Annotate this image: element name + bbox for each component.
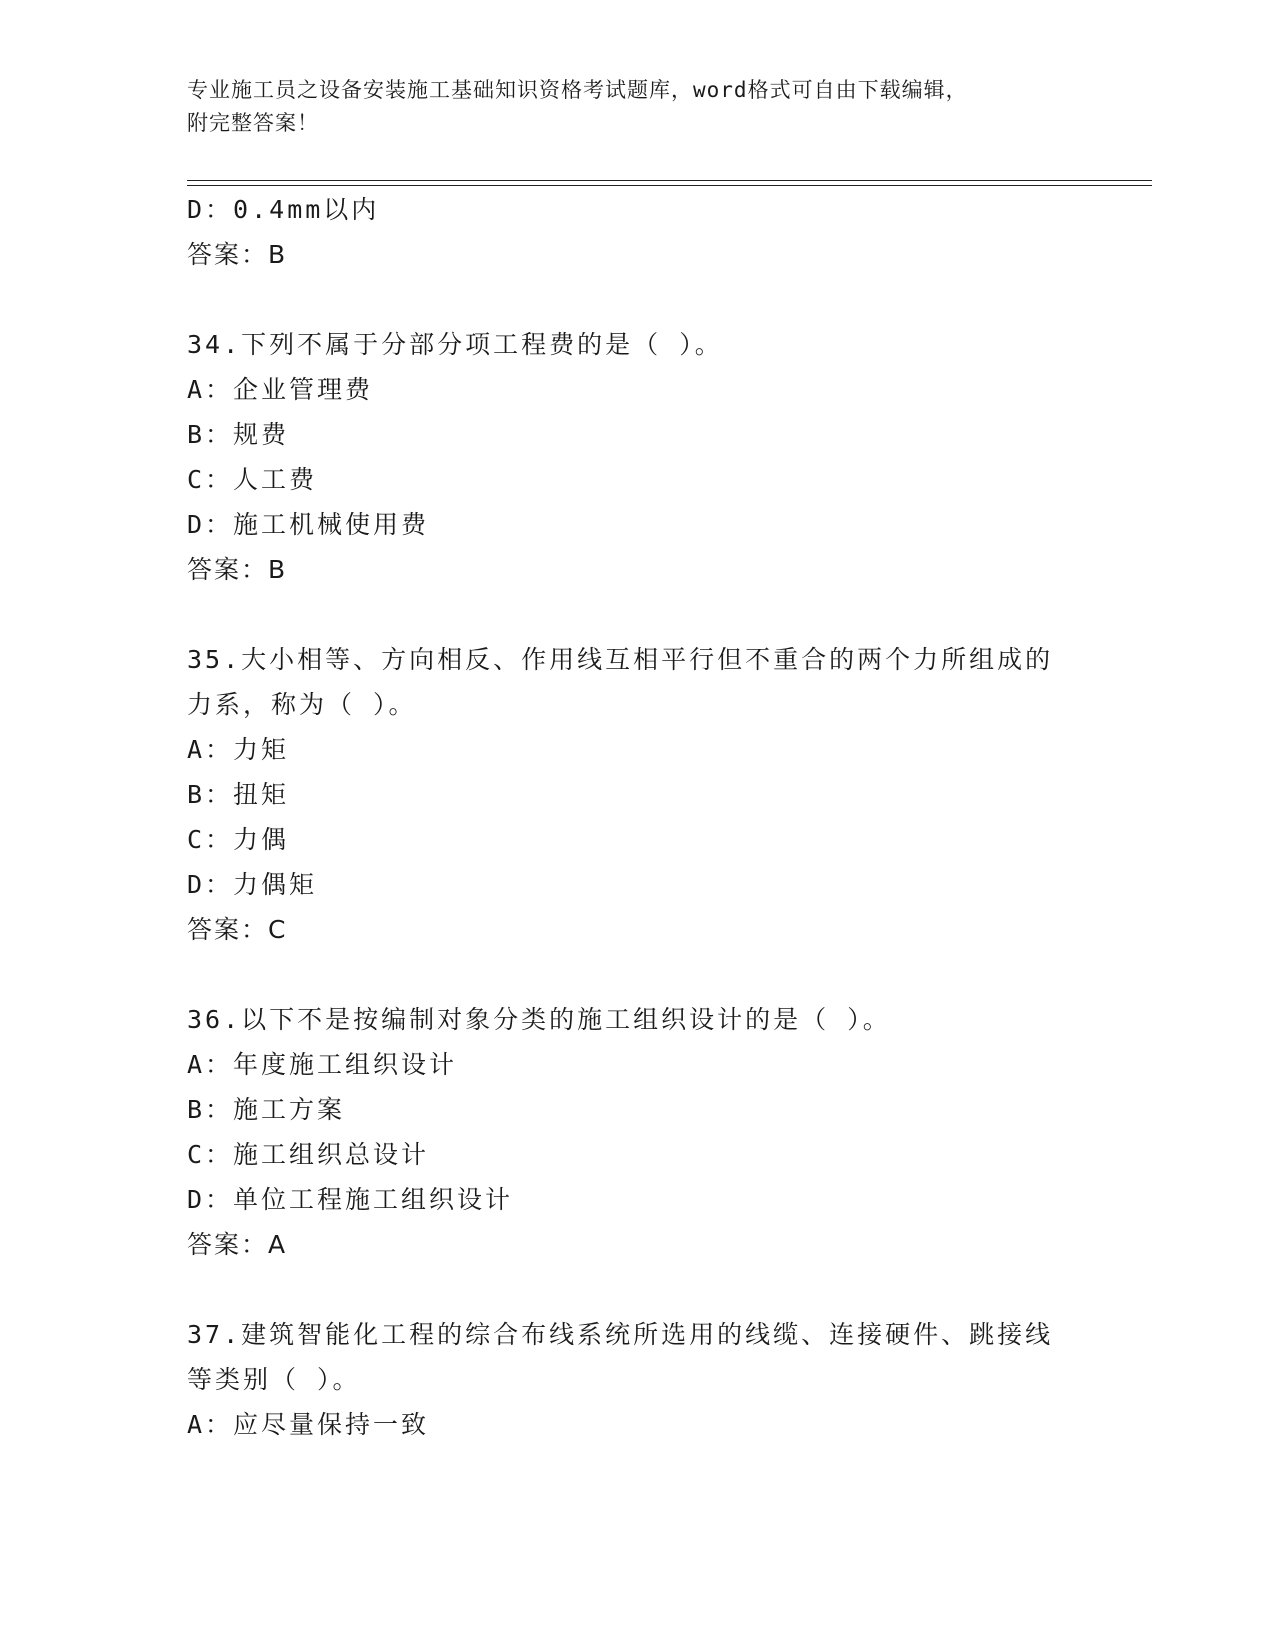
answer-line: 答案：C [187,915,288,944]
answer-line: 答案：B [187,555,288,584]
option-d: D：施工机械使用费 [187,510,430,539]
option-a: A：年度施工组织设计 [187,1050,458,1079]
answer-line: 答案：A [187,1230,288,1259]
option-d: D：力偶矩 [187,870,318,899]
answer-line: 答案：B [187,240,288,269]
question-stem-continued: 力系，称为（ ）。 [187,690,417,719]
option-a: A：企业管理费 [187,375,374,404]
header-line-1: 专业施工员之设备安装施工基础知识资格考试题库，word格式可自由下载编辑， [187,78,968,102]
header-line-2: 附完整答案！ [187,111,319,135]
option-d: D：单位工程施工组织设计 [187,1185,514,1214]
option-c: C：施工组织总设计 [187,1140,430,1169]
question-stem: 36.以下不是按编制对象分类的施工组织设计的是（ ）。 [187,1005,891,1034]
option-b: B：规费 [187,420,290,449]
header-divider-top [187,180,1152,181]
option-a: A：应尽量保持一致 [187,1410,430,1439]
question-stem: 35.大小相等、方向相反、作用线互相平行但不重合的两个力所组成的 [187,645,1054,674]
option-d: D：0.4mm以内 [187,195,380,224]
question-stem: 34.下列不属于分部分项工程费的是（ ）。 [187,330,723,359]
option-c: C：人工费 [187,465,318,494]
document-header [187,74,1087,140]
option-b: B：施工方案 [187,1095,346,1124]
question-stem-continued: 等类别（ ）。 [187,1365,361,1394]
option-a: A：力矩 [187,735,290,764]
option-b: B：扭矩 [187,780,290,809]
header-divider-bottom [187,185,1152,186]
option-c: C：力偶 [187,825,290,854]
question-stem: 37.建筑智能化工程的综合布线系统所选用的线缆、连接硬件、跳接线 [187,1320,1054,1349]
